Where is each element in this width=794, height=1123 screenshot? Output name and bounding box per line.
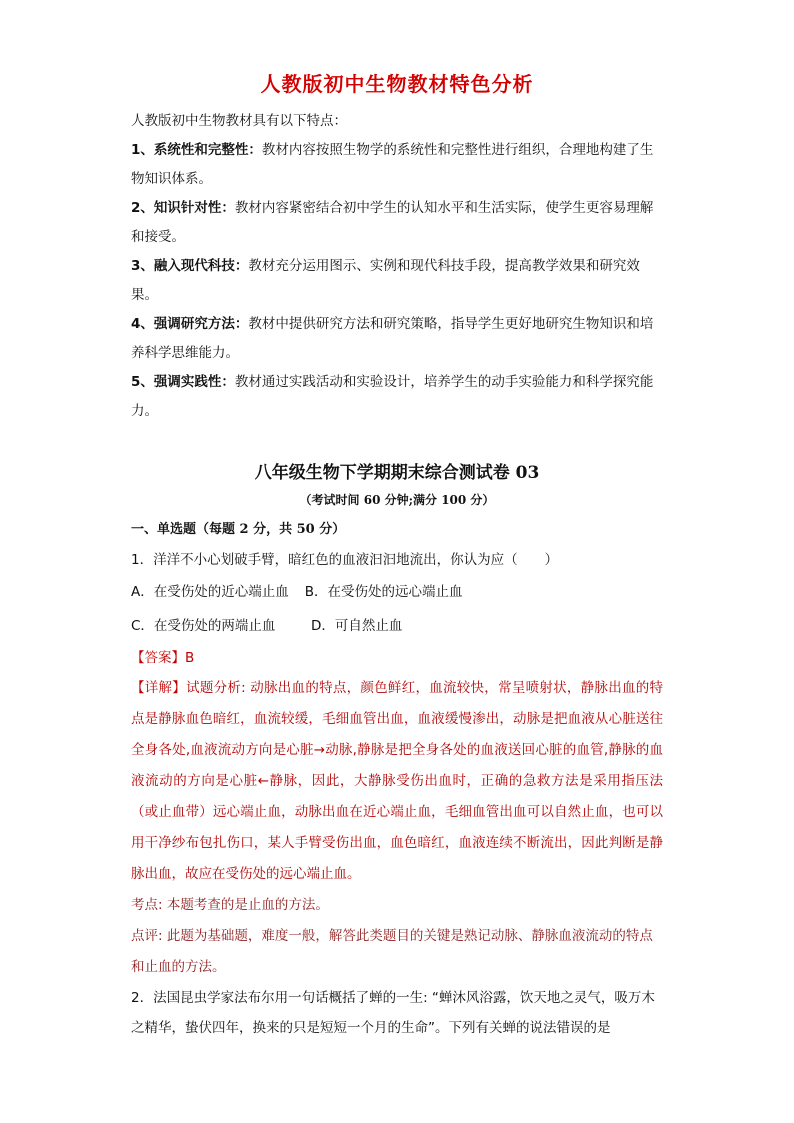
feature-label: 2、知识针对性： bbox=[131, 200, 235, 216]
feature-label: 5、强调实践性： bbox=[131, 374, 235, 390]
answer-line bbox=[131, 643, 663, 673]
dianping-note: 点评: 此题为基础题，难度一般，解答此类题目的关键是熟记动脉、静脉血液流动的特点和止血的方法。 bbox=[131, 928, 653, 975]
document-page bbox=[131, 60, 663, 1043]
feature-label: 1、系统性和完整性： bbox=[131, 142, 262, 158]
page-title: 人教版初中生物教材特色分析 bbox=[260, 72, 534, 96]
feature-label: 4、强调研究方法： bbox=[131, 316, 249, 332]
option-b: B．在受伤处的远心端止血 bbox=[304, 584, 463, 600]
detail-analysis bbox=[131, 673, 663, 890]
feature-text: 教材中提供研究方法和研究策略，指导学生更好地研究生物知识和培养科学思维能力。 bbox=[131, 316, 654, 361]
feature-item bbox=[131, 252, 663, 310]
option-a: A．在受伤处的近心端止血 bbox=[131, 584, 289, 600]
kaodian-note: 考点: 本题考查的是止血的方法。 bbox=[131, 897, 329, 913]
section-heading: 一、单选题（每题 2 分，共 50 分） bbox=[131, 522, 346, 537]
feature-item bbox=[131, 194, 663, 252]
detail-text: 试题分析: 动脉出血的特点，颜色鲜红，血流较快，常呈喷射状，静脉出血的特点是静脉血色暗红，血流较缓，毛细血管出血，血液缓慢渗出，动脉是把血液从心脏送往全身各处,血液流动方向是心脏→动脉,静脉是把全身各处的血液送回心脏的血管,静脉的血液流动的方向是心脏←静脉，因此，大静脉受伤出血时，正确的急救方法是采用指压法（或止血带）远心端止血，动脉出血在近心端止血，毛细血管出血可以自然止血，也可以用干净纱布包扎伤口，某人手臂受伤出血，血色暗红，血液连续不断流出，因此判断是静脉出血，故应在受伤处的远心端止血。 bbox=[131, 680, 664, 882]
feature-label: 3、融入现代科技： bbox=[131, 258, 249, 274]
exam-title: 八年级生物下学期期末综合测试卷 03 bbox=[254, 463, 540, 483]
feature-item bbox=[131, 136, 663, 194]
feature-text: 教材通过实践活动和实验设计，培养学生的动手实验能力和科学探究能力。 bbox=[131, 374, 654, 419]
question-stem: 1．洋洋不小心划破手臂，暗红色的血液汩汩地流出，你认为应（ ） bbox=[131, 552, 559, 568]
answer-tag: 【答案】 bbox=[131, 650, 185, 666]
feature-text: 教材内容紧密结合初中学生的认知水平和生活实际，使学生更容易理解和接受。 bbox=[131, 200, 654, 245]
feature-item bbox=[131, 310, 663, 368]
answer-value: B bbox=[185, 650, 195, 666]
exam-subtitle: （考试时间 60 分钟;满分 100 分） bbox=[299, 493, 495, 507]
option-c: C．在受伤处的两端止血 bbox=[131, 618, 276, 634]
question-stem: 2．法国昆虫学家法布尔用一句话概括了蝉的一生: “蝉沐风浴露，饮天地之灵气，吸万木之精华，蛰伏四年，换来的只是短短一个月的生命”。下列有关蝉的说法错误的是 bbox=[131, 990, 655, 1036]
option-row bbox=[131, 575, 663, 609]
option-row bbox=[131, 609, 663, 643]
feature-text: 教材充分运用图示、实例和现代科技手段，提高教学效果和研究效果。 bbox=[131, 258, 640, 303]
feature-text: 教材内容按照生物学的系统性和完整性进行组织，合理地构建了生物知识体系。 bbox=[131, 142, 654, 187]
feature-item bbox=[131, 368, 663, 426]
detail-tag: 【详解】 bbox=[131, 680, 187, 696]
intro-lead: 人教版初中生物教材具有以下特点： bbox=[131, 113, 347, 129]
option-d: D．可自然止血 bbox=[311, 618, 403, 634]
